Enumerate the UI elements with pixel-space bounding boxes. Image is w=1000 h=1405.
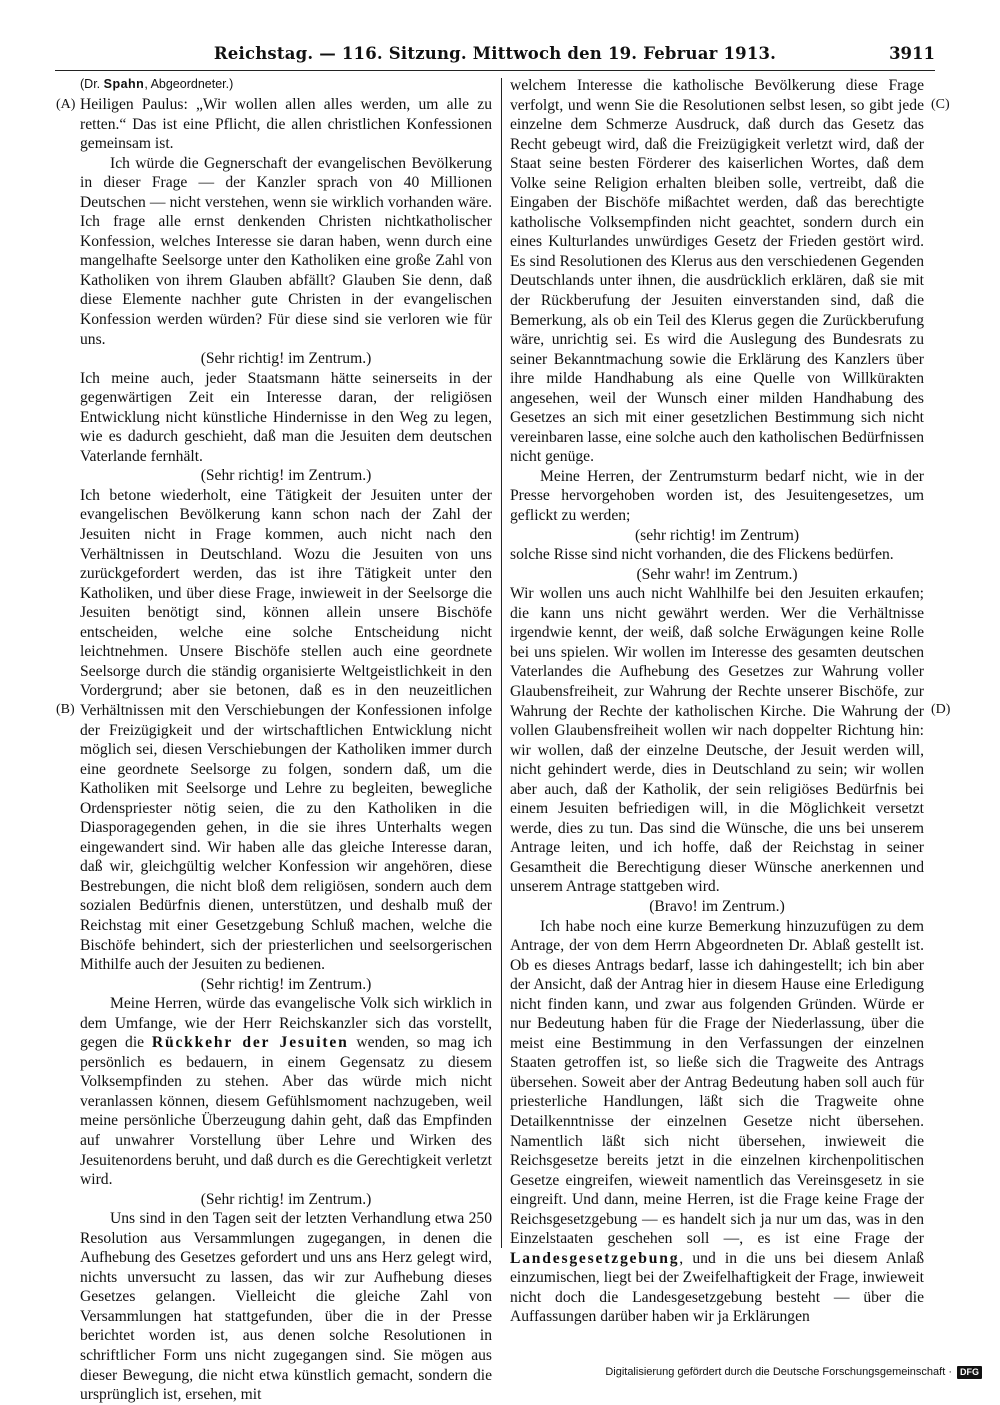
paragraph: Ich betone wiederholt, eine Tätigkeit der Jesuiten unter der evangelischen Bevölkerung kann schon nach der Zahl der Jesuiten nicht in Frage kommen, auch nicht nach den Verhältnissen in Deutschland. Wozu die Jesuiten von uns zurückgefordert werden, das ist ihre Tätigkeit unter den Katholiken, und über diese Frage, inwieweit in der Seelsorge die Jesuiten benötigt sind, können allein unsere Bischöfe entscheiden, welche eine solche Entscheidung nicht leichtnehmen. Unsere Bischöfe stellen auch eine geordnete Seelsorge durch die ständig organisierte Weltgeistlichkeit in den Vordergrund; aber sie betonen, daß es in den neuzeitlichen Verhältnissen mit den Verschiebungen der Konfessionen infolge der Freizügigkeit und der wirtschaftlichen Entwicklung nicht möglich sei, diesen Verschiebungen der Katholiken immer durch eine geordnete Seelsorge zu folgen, sondern daß, um die Katholiken mit Seelsorge und Lehre zu begleiten, bewegliche Ordenspriester nötig seien, die zu den Katholiken in die Diasporagegenden gehen, in die sie ihres Unterhalts wegen eingewandert sind. Wir haben alle das gleiche Interesse daran, daß wir, gleichgültig welcher Konfession wir angehören, diese Bestrebungen, die nicht bloß dem religiösen, sondern auch dem sozialen Bedürfnis dienen, unterstützen, und deshalb muß der Reichstag mit einer Gesetzgebung Schluß machen, welche die Bischöfe behindert, sich der priesterlichen und seelsorgerischen Mithilfe auch der Jesuiten zu bedienen.	[80, 486, 492, 974]
interjection: (Sehr richtig! im Zentrum.)	[200, 975, 372, 993]
paragraph: Wir wollen uns auch nicht Wahlhilfe bei den Jesuiten erkaufen; die kann uns nicht gewährt werden. Wer die Verhältnisse irgendwie kennt, der weiß, daß solche Erwägungen keine Rolle bei uns spielen. Wir wollen im Interesse des gesamten deutschen Vaterlandes die Aufhebung des Gesetzes zur Wahrung voller Glaubensfreiheit, zur Wahrung der Rechte unserer Bischöfe, zur Wahrung der Rechte der katholischen Kirche. Die Wahrung der vollen Glaubensfreiheit wollen wir nach doppelter Richtung hin: wir wollen, daß der einzelne Deutsche, der Jesuit werden will, nicht gehindert werde, dies in Deutschland zu sein; wir wollen aber auch, daß der Katholik, der sein religiöses Bedürfnis bei einem Jesuiten befriedigen will, in die Möglichkeit versetzt werde, dies zu tun. Das sind die Wünsche, die uns bei unserem Antrage leiten, und ich hoffe, daß der Reichstag in seiner Gesamtheit die Berechtigung dieser Wünsche anerkennen und unserem Antrage stattgeben wird.	[510, 585, 924, 896]
interjection: (Sehr richtig! im Zentrum.)	[200, 467, 372, 485]
emphasis-text: Rückkehr der Jesuiten	[151, 1034, 349, 1052]
paragraph: Ich habe noch eine kurze Bemerkung hinzuzufügen zu dem Antrage, der von dem Herrn Abgeordneten Dr. Ablaß gestellt ist. Ob es dieses Antrags bedarf, lasse ich dahingestellt; ich bin aber der Ansicht, daß der Antrag hier in diesem Hause eine Erledigung nicht finden kann, und zwar aus folgenden Gründen. Würde er nur Bedeutung haben für die Frage der Niederlassung, über die meist eine Bestimmung in den Verfassungen der einzelnen Staaten getroffen ist, so ließe sich die Tragweite des Antrags übersehen. Soweit aber der Antrag Bedeutung haben soll auch für priesterliche Handlungen, läßt sich die Tragweite ohne Detailkenntnisse der einzelnen Gesetze nicht übersehen. Namentlich läßt sich nicht übersehen, inwieweit die Reichsgesetze bereits jetzt in die einzelnen kirchenpolitischen Gesetze eingreifen, wieweit namentlich das Vereinsgesetz in sie eingreift. Und dann, meine Herren, ist die Frage keine Frage der Reichsgesetzgebung — es handelt sich ja nur um das, was in den Einzelstaaten geschehen soll —, es ist eine Frage der Landesgesetzgebung, und in die uns bei diesem Anlaß einzumischen, liegt bei der Zweifelhaftigkeit der Frage, inwieweit nicht doch die Landesgesetzgebung besteht — über die Auffassungen darüber haben wir ja Erklärungen	[510, 917, 924, 1326]
paragraph: Ich meine auch, jeder Staatsmann hätte seinerseits in der gegenwärtigen Zeit ein Interesse daran, der religiösen Entwicklung nicht künstliche Hindernisse in den Weg zu legen, wie es dadurch geschieht, daß man die Jesuiten dem deutschen Vaterlande fernhält.	[80, 369, 492, 465]
footer-text: Digitalisierung gefördert durch die Deutsche Forschungsgemeinschaft ·	[605, 1366, 952, 1378]
margin-marker-a: (A)	[56, 97, 76, 112]
running-header	[55, 40, 935, 71]
speaker-name: Spahn	[103, 77, 145, 91]
paragraph: Meine Herren, der Zentrumsturm bedarf nicht, wie in der Presse hervorgehoben worden ist, des Jesuitengesetzes, um geflickt zu werden;	[510, 467, 924, 525]
paragraph: Uns sind in den Tagen seit der letzten Verhandlung etwa 250 Resolution aus Versammlungen zugegangen, in denen die Aufhebung des Gesetzes gefordert und uns ans Herz gelegt wird, nichts unversucht zu lassen, das wir zur Aufhebung dieses Gesetzes gelangen. Vielleicht die gleiche Zahl von Versammlungen hat stattgefunden, über die in der Presse berichtet worden ist, aus denen solche Resolutionen in schriftlicher Form uns nicht zugegangen sind. Sie mögen aus dieser Bewegung, die nicht etwa künstlich gemacht, sondern die ursprünglich ist, ersehen, mit	[80, 1210, 492, 1404]
paragraph: Meine Herren, würde das evangelische Volk sich wirklich in dem Umfange, wie der Herr Reichskanzler sich das vorstellt, gegen die Rückkehr der Jesuiten wenden, so mag ich persönlich es bedauern, in einem Gegensatz zu diesem Volksempfinden zu stehen. Aber das würde mich nicht veranlassen können, diesem Gefühlsmoment nachzugeben, weil meine persönliche Überzeugung dahin geht, daß das Empfinden auf unwahrer Vorstellung über Lehre und Wirken des Jesuitenordens beruht, und daß durch es die Gerechtigkeit verletzt wird.	[80, 995, 492, 1189]
header-title: Reichstag. — 116. Sitzung. Mittwoch den 19. Februar 1913.	[213, 44, 777, 63]
margin-marker-b: (B)	[56, 702, 75, 717]
interjection: (Sehr richtig! im Zentrum.)	[200, 1190, 372, 1208]
emphasis-text: Landesgesetzgebung	[510, 1249, 680, 1267]
digitization-footer	[605, 1365, 982, 1379]
paragraph: solche Risse sind nicht vorhanden, die des Flickens bedürfen.	[510, 546, 894, 564]
interjection: (Sehr richtig! im Zentrum.)	[200, 350, 372, 368]
speaker-line: (Dr. Spahn, Abgeordneter.)	[80, 77, 234, 91]
interjection: (Bravo! im Zentrum.)	[649, 897, 785, 915]
interjection: (sehr richtig! im Zentrum)	[634, 526, 800, 544]
interjection: (Sehr wahr! im Zentrum.)	[636, 565, 798, 583]
paragraph: Heiligen Paulus: „Wir wollen allen alles werden, um alle zu retten.“ Das ist eine Pflicht, die allen christlichen Konfessionen gemeinsam ist.	[80, 96, 492, 153]
page-number: 3911	[889, 44, 935, 63]
paragraph: welchem Interesse die katholische Bevölkerung diese Frage verfolgt, und wenn Sie die Resolutionen selbst lesen, so gibt jede einzelne dem Schmerze Ausdruck, daß durch das Gesetz das Recht gebeugt wird, daß die Freizügigkeit verletzt wird, daß der Staat seine besten Förderer des kaiserlichen Wortes, daß dem Volke seine Religion erhalten bleiben solle, vertreibt, daß die Eingaben der Bischöfe mißachtet werden, daß das berechtigte katholische Volksempfinden nicht geachtet, sondern durch ein eines Kulturlandes unwürdiges Gesetz der Frieden gestört wird. Es sind Resolutionen des Klerus aus den verschiedenen Gegenden Deutschlands unter ihnen, die ausdrücklich erklären, daß sie mit der Rückberufung der Jesuiten einverstanden sind, daß die Bemerkung, als ob ein Teil des Klerus gegen die Zurückberufung wäre, unrichtig sei. Es wird die Auslegung des Bundesrats zu seiner Bekanntmachung sowie die Erklärung des Kanzlers über ihre milde Handhabung als eine Quelle von Willkürakten angesehen, weil der Wunsch einer milden Handhabung des Gesetzes an sich mit einer gesetzlichen Bestimmung sich nicht vereinbaren lasse, eine solche auch den katholischen Bedürfnissen nicht genüge.	[510, 77, 924, 466]
paragraph: Ich würde die Gegnerschaft der evangelischen Bevölkerung in dieser Frage — der Kanzler sprach von 40 Millionen Deutschen — nicht verstehen, wenn sie wirklich vorhanden wäre. Ich frage alle ernst denkenden Christen nichtkatholischer Konfession, welches Interesse sie daran haben, wenn durch eine mangelhafte Seelsorge unter den Katholiken eine große Zahl von Katholiken von ihrem Glauben abfällt? Glauben Sie denn, daß diese Elemente nachher gute Christen in der evangelischen Konfession werden würden? Für diese sind sie verloren wie für uns.	[80, 154, 492, 348]
column-divider	[501, 78, 502, 1248]
dfg-logo: DFG	[957, 1366, 982, 1379]
left-column	[80, 76, 492, 1405]
margin-marker-d: (D)	[931, 702, 951, 717]
margin-marker-c: (C)	[931, 97, 950, 112]
right-column	[510, 76, 924, 1327]
